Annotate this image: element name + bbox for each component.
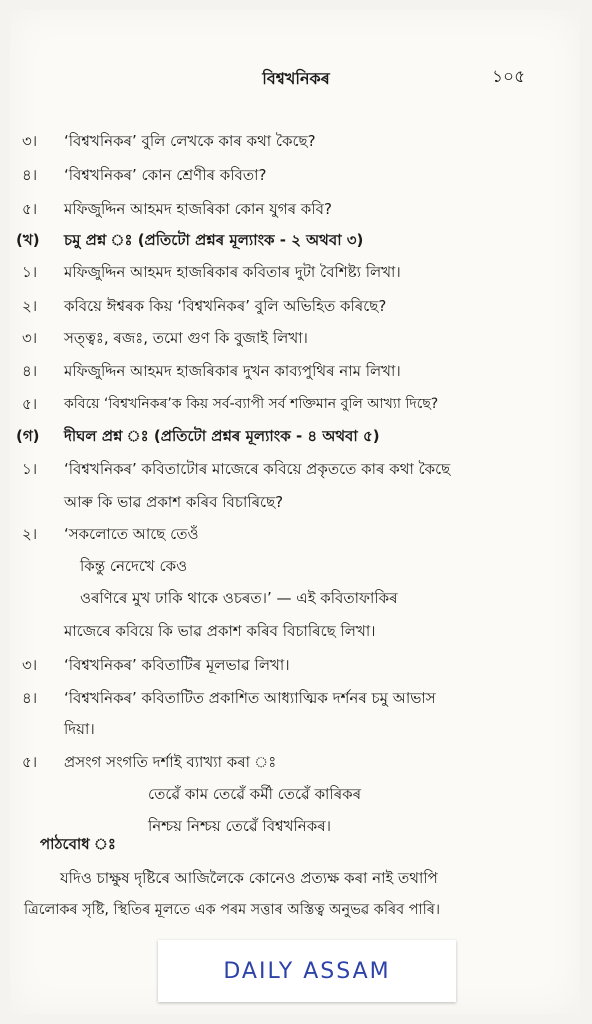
page-number: ১০৫: [492, 67, 526, 87]
question-text-cont: আৰু কি ভাৱ প্ৰকাশ কৰিব বিচাৰিছে?: [64, 493, 284, 511]
question-text: সত্ত্বঃ, ৰজঃ, তমো গুণ কি বুজাই লিখা।: [64, 329, 308, 347]
question-text: মফিজুদ্দিন আহমদ হাজৰিকা কোন যুগৰ কবি?: [64, 200, 332, 218]
item-number: ৩।: [22, 329, 38, 347]
verse-line: ‘সকলোতে আছে তেওঁ: [64, 525, 199, 543]
item-number: ৫।: [22, 395, 38, 413]
verse-line: তেৱেঁ কাম তেৱেঁ কৰ্মী তেৱেঁ কাৰিকৰ: [148, 785, 362, 803]
section-label: (গ): [16, 427, 40, 445]
verse-line: কিন্তু নেদেখে কেও: [80, 557, 188, 575]
verse-line: নিশ্চয় নিশ্চয় তেৱেঁ বিশ্বখনিকৰ।: [148, 817, 332, 835]
question-text-cont: মাজেৰে কবিয়ে কি ভাৱ প্ৰকাশ কৰিব বিচাৰিছে লিখা।: [64, 622, 376, 640]
question-text: কবিয়ে ঈশ্বৰক কিয় ‘বিশ্বখনিকৰ’ বুলি অভিহিত কৰিছে?: [64, 297, 387, 315]
verse-line: ওৰণিৰে মুখ ঢাকি থাকে ওচৰত।’ — এই কবিতাফাকিৰ: [80, 589, 398, 607]
item-number: ৫।: [22, 753, 38, 771]
item-number: ১।: [22, 460, 38, 478]
paragraph-line: যদিও চাক্ষুষ দৃষ্টিৰে আজিলৈকে কোনেও প্ৰত্যক্ষ কৰা নাই তথাপি: [60, 869, 438, 887]
section-heading: দীঘল প্ৰশ্ন ঃ (প্ৰতিটো প্ৰশ্নৰ মূল্যাংক - ৪ অথবা ৫): [64, 427, 380, 445]
stamp-text: DAILY ASSAM: [223, 958, 391, 984]
item-number: ৪।: [22, 362, 38, 380]
section-heading: চমু প্ৰশ্ন ঃ (প্ৰতিটো প্ৰশ্নৰ মূল্যাংক - ২ অথবা ৩): [64, 231, 364, 249]
item-number: ২।: [22, 297, 38, 315]
question-text: কবিয়ে ‘বিশ্বখনিকৰ’ক কিয় সৰ্ব-ব্যাপী সৰ্ব শক্তিমান বুলি আখ্যা দিছে?: [64, 396, 439, 412]
question-text: ‘বিশ্বখনিকৰ’ কবিতাটিৰ মূলভাৱ লিখা।: [64, 656, 290, 674]
question-text: মফিজুদ্দিন আহমদ হাজৰিকাৰ দুখন কাব্যপুথিৰ নাম লিখা।: [64, 362, 401, 380]
item-number: ১।: [22, 263, 38, 281]
question-text: ‘বিশ্বখনিকৰ’ কবিতাটিত প্ৰকাশিত আধ্যাত্মিক দৰ্শনৰ চমু আভাস: [64, 689, 436, 707]
watermark-stamp: [158, 940, 456, 1002]
question-text: ‘বিশ্বখনিকৰ’ কবিতাটোৰ মাজেৰে কবিয়ে প্ৰকৃততে কাৰ কথা কৈছে: [64, 460, 451, 478]
question-text: ‘বিশ্বখনিকৰ’ বুলি লেখকে কাৰ কথা কৈছে?: [64, 132, 316, 150]
summary-heading: পাঠবোধ ঃ: [40, 835, 116, 853]
paragraph-line: ত্ৰিলোকৰ সৃষ্টি, স্থিতিৰ মূলতে এক পৰম সত্তাৰ অস্তিত্ব অনুভৱ কৰিব পাৰি।: [24, 902, 440, 918]
section-label: (খ): [16, 231, 40, 249]
item-number: ৩।: [22, 132, 38, 150]
page-title: বিশ্বখনিকৰ: [262, 69, 330, 88]
question-text: প্ৰসংগ সংগতি দৰ্শাই ব্যাখ্যা কৰা ঃ: [64, 753, 277, 771]
page-sheet: [10, 10, 580, 1014]
item-number: ৩।: [22, 656, 38, 674]
question-text: ‘বিশ্বখনিকৰ’ কোন শ্ৰেণীৰ কবিতা?: [64, 166, 267, 184]
question-text: মফিজুদ্দিন আহমদ হাজৰিকাৰ কবিতাৰ দুটা বৈশিষ্ট্য লিখা।: [64, 263, 401, 281]
item-number: ২।: [22, 525, 38, 543]
item-number: ৫।: [22, 200, 38, 218]
question-text-cont: দিয়া।: [64, 720, 95, 738]
item-number: ৪।: [22, 166, 38, 184]
item-number: ৪।: [22, 689, 38, 707]
